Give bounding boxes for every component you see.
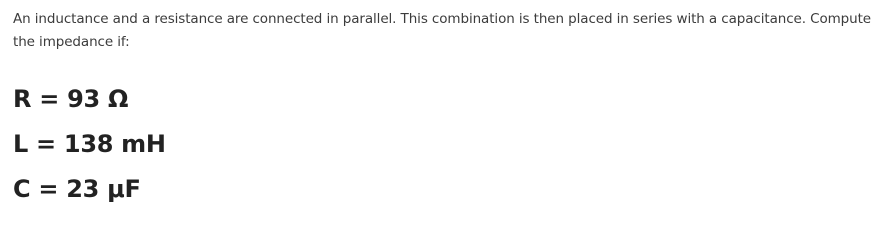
resistance-value: R = 93 Ω [13,85,129,113]
given-values [13,77,879,212]
capacitance-value: C = 23 μF [13,175,141,203]
problem-statement: An inductance and a resistance are connected in parallel. This combination is then placed in series with a capacitance. Compute the impedance if: [13,11,871,50]
inductance-value: L = 138 mH [13,130,166,158]
